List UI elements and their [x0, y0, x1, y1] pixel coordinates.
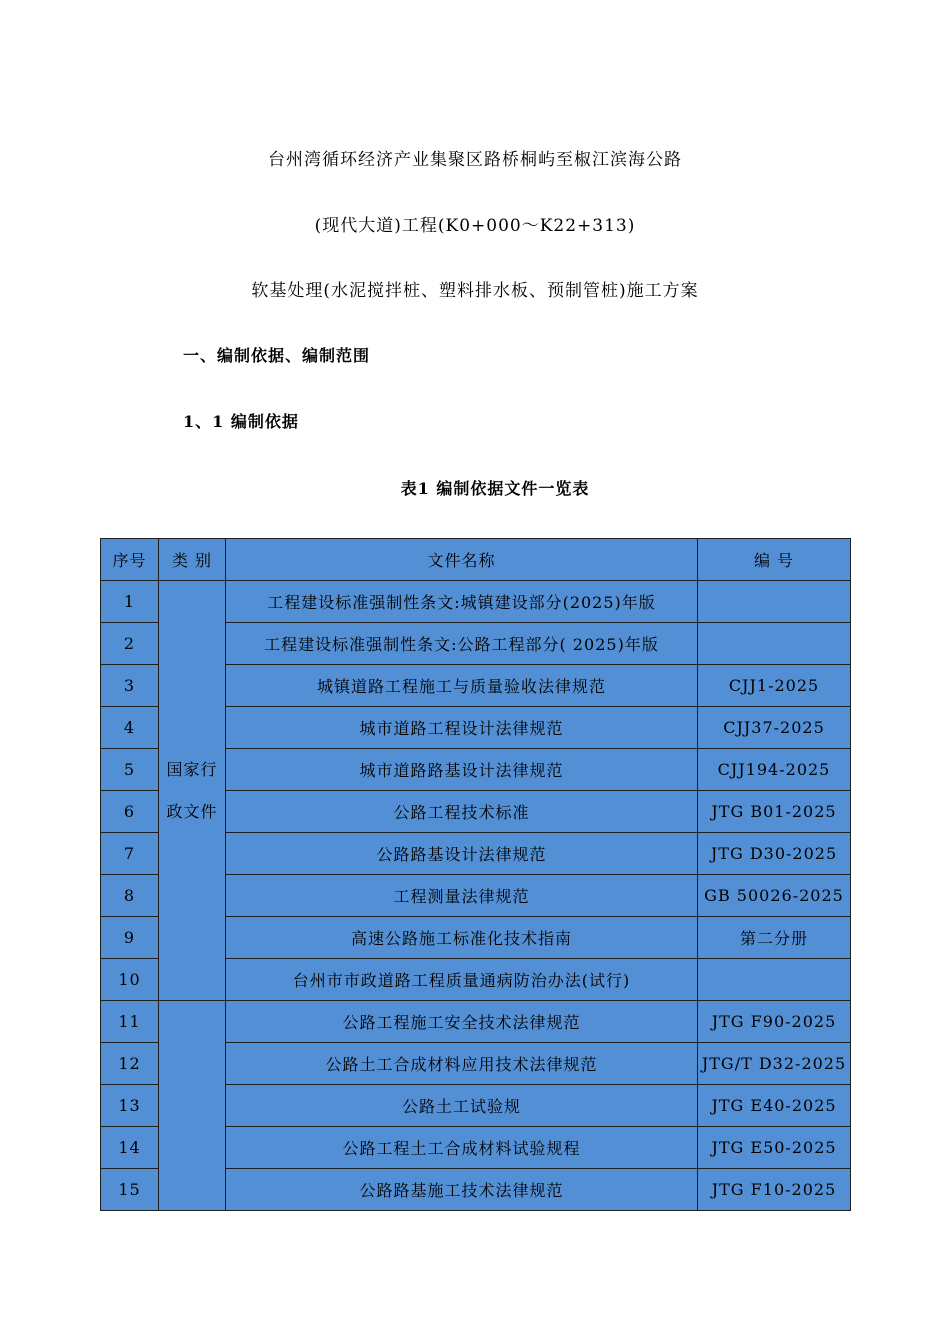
row-index: 5	[101, 749, 159, 791]
row-code: JTG E50-2025	[698, 1127, 851, 1169]
category-cell-empty	[159, 1001, 226, 1211]
subsection-heading: 1、1 编制依据	[183, 412, 299, 431]
row-name: 工程建设标准强制性条文:城镇建设部分(2025)年版	[226, 581, 698, 623]
row-index: 10	[101, 959, 159, 1001]
row-index: 6	[101, 791, 159, 833]
document-title-line-1: 台州湾循环经济产业集聚区路桥桐屿至椒江滨海公路	[268, 150, 682, 170]
row-name: 城市道路路基设计法律规范	[226, 749, 698, 791]
row-name: 城市道路工程设计法律规范	[226, 707, 698, 749]
row-name: 公路路基施工技术法律规范	[226, 1169, 698, 1211]
row-index: 7	[101, 833, 159, 875]
category-cell: 国家行政文件	[159, 581, 226, 1001]
row-code: 第二分册	[698, 917, 851, 959]
table-row	[101, 581, 851, 623]
row-index: 13	[101, 1085, 159, 1127]
row-name: 公路土工合成材料应用技术法律规范	[226, 1043, 698, 1085]
row-index: 2	[101, 623, 159, 665]
row-name: 公路路基设计法律规范	[226, 833, 698, 875]
row-index: 9	[101, 917, 159, 959]
row-code: JTG B01-2025	[698, 791, 851, 833]
row-index: 15	[101, 1169, 159, 1211]
row-index: 12	[101, 1043, 159, 1085]
row-name: 台州市市政道路工程质量通病防治办法(试行)	[226, 959, 698, 1001]
row-code: JTG D30-2025	[698, 833, 851, 875]
row-name: 高速公路施工标准化技术指南	[226, 917, 698, 959]
row-index: 4	[101, 707, 159, 749]
row-code	[698, 959, 851, 1001]
row-code: JTG/T D32-2025	[698, 1043, 851, 1085]
row-code	[698, 623, 851, 665]
row-name: 公路工程技术标准	[226, 791, 698, 833]
row-code	[698, 581, 851, 623]
row-name: 工程建设标准强制性条文:公路工程部分( 2025)年版	[226, 623, 698, 665]
row-code: JTG F10-2025	[698, 1169, 851, 1211]
header-category: 类 别	[159, 539, 226, 581]
row-code: CJJ37-2025	[698, 707, 851, 749]
row-code: GB 50026-2025	[698, 875, 851, 917]
section-heading: 一、编制依据、编制范围	[183, 346, 371, 365]
document-title-line-2: (现代大道)工程(K0+000～K22+313)	[314, 216, 636, 236]
row-name: 公路工程施工安全技术法律规范	[226, 1001, 698, 1043]
row-code: JTG F90-2025	[698, 1001, 851, 1043]
row-name: 公路工程土工合成材料试验规程	[226, 1127, 698, 1169]
row-index: 3	[101, 665, 159, 707]
header-index: 序号	[101, 539, 159, 581]
row-index: 14	[101, 1127, 159, 1169]
row-name: 工程测量法律规范	[226, 875, 698, 917]
row-index: 1	[101, 581, 159, 623]
document-title-line-3: 软基处理(水泥搅拌桩、塑料排水板、预制管桩)施工方案	[251, 281, 699, 301]
table-caption: 表1 编制依据文件一览表	[400, 479, 590, 498]
row-index: 11	[101, 1001, 159, 1043]
header-code: 编 号	[698, 539, 851, 581]
row-index: 8	[101, 875, 159, 917]
basis-documents-table	[100, 538, 851, 1211]
row-code: CJJ1-2025	[698, 665, 851, 707]
table-row	[101, 1001, 851, 1043]
row-code: CJJ194-2025	[698, 749, 851, 791]
table-header-row	[101, 539, 851, 581]
row-code: JTG E40-2025	[698, 1085, 851, 1127]
row-name: 公路土工试验规	[226, 1085, 698, 1127]
row-name: 城镇道路工程施工与质量验收法律规范	[226, 665, 698, 707]
header-name: 文件名称	[226, 539, 698, 581]
